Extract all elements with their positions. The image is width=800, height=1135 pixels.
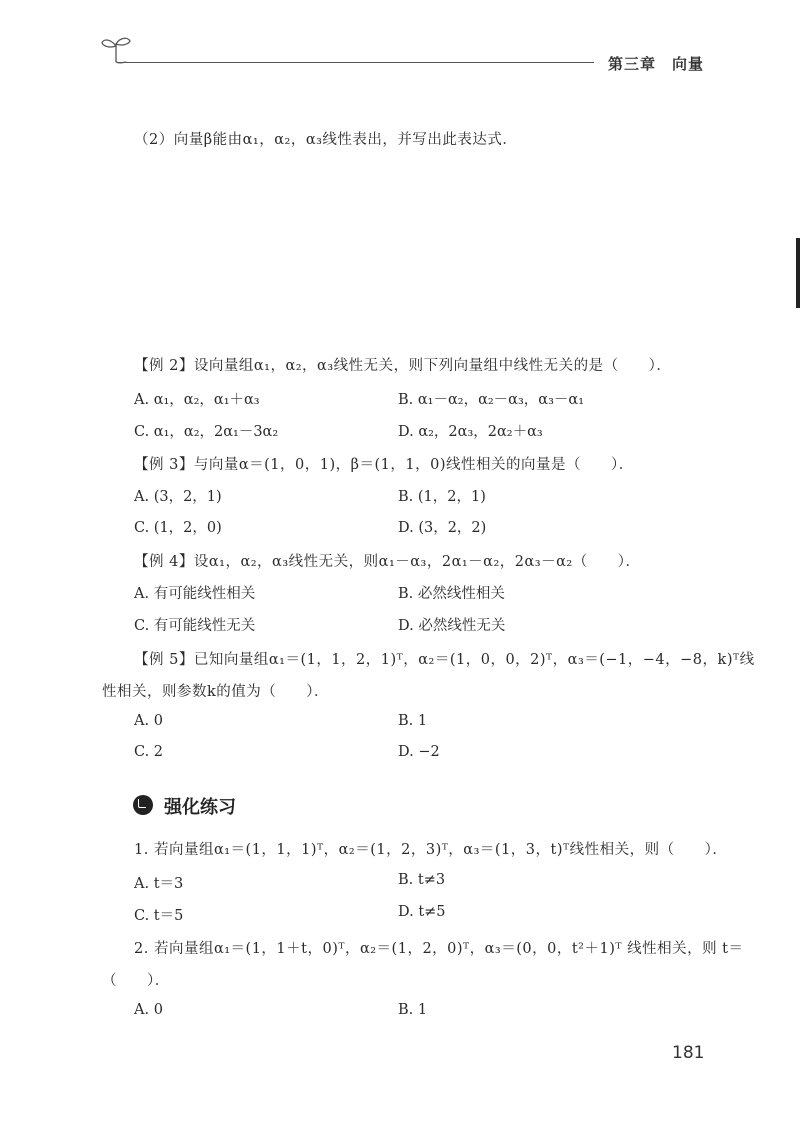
example-4-option-d: D. 必然线性无关	[398, 618, 506, 634]
page-number: 181	[672, 1043, 705, 1063]
sprout-icon	[98, 32, 134, 64]
question-1-option-a: A. t＝3	[134, 876, 184, 892]
question-1-stem: 1. 若向量组α₁＝(1，1，1)ᵀ，α₂＝(1，2，3)ᵀ，α₃＝(1，3，t)ᵀ线性相关，则（ ）．	[134, 842, 728, 858]
question-1-option-b: B. t≠3	[398, 872, 446, 888]
question-2-stem-line2: （ ）．	[102, 973, 170, 989]
question-2-stem-line1: 2. 若向量组α₁＝(1，1＋t，0)ᵀ，α₂＝(1，2，0)ᵀ，α₃＝(0，0，t²＋1)ᵀ 线性相关，则 t＝	[134, 941, 744, 957]
example-4-option-b: B. 必然线性相关	[398, 586, 505, 602]
running-header	[608, 53, 704, 74]
header-rule	[118, 62, 594, 63]
example-5-stem-line2: 性相关，则参数k的值为（ ）．	[102, 684, 330, 700]
example-3-option-b: B. (1，2，1)	[398, 489, 486, 505]
example-2-option-b: B. α₁－α₂，α₂－α₃，α₃－α₁	[398, 392, 585, 408]
example-5-option-d: D. −2	[398, 744, 440, 760]
part2-text: （2）向量β能由α₁，α₂，α₃线性表出，并写出此表达式．	[134, 132, 518, 148]
example-5-option-c: C. 2	[134, 744, 164, 760]
example-4-option-c: C. 有可能线性无关	[134, 618, 256, 634]
question-2-option-b: B. 1	[398, 1002, 428, 1018]
example-5-option-b: B. 1	[398, 713, 428, 729]
section-title: 强化练习	[164, 797, 236, 818]
example-2-stem: 【例 2】设向量组α₁，α₂，α₃线性无关，则下列向量组中线性无关的是（ ）．	[134, 358, 672, 374]
example-3-option-a: A. (3，2，1)	[134, 489, 222, 505]
clock-icon	[133, 795, 153, 815]
example-2-option-d: D. α₂，2α₃，2α₂＋α₃	[398, 424, 543, 440]
example-4-option-a: A. 有可能线性相关	[134, 586, 256, 602]
example-2-option-a: A. α₁，α₂，α₁＋α₃	[134, 392, 260, 408]
example-5-stem-line1: 【例 5】已知向量组α₁＝(1，1，2，1)ᵀ，α₂＝(1，0，0，2)ᵀ，α₃＝(−1，−4，−8，k)ᵀ线	[134, 652, 755, 668]
question-1-option-d: D. t≠5	[398, 904, 446, 920]
question-2-option-a: A. 0	[134, 1002, 163, 1018]
page-edge-mark	[796, 238, 800, 308]
chapter-label: 第三章	[608, 55, 657, 73]
example-5-option-a: A. 0	[134, 713, 163, 729]
question-1-option-c: C. t＝5	[134, 908, 184, 924]
example-2-option-c: C. α₁，α₂，2α₁－3α₂	[134, 424, 279, 440]
chapter-title: 向量	[672, 55, 705, 73]
example-3-option-c: C. (1，2，0)	[134, 520, 222, 536]
example-3-option-d: D. (3，2，2)	[398, 520, 487, 536]
example-3-stem: 【例 3】与向量α＝(1，0，1)，β＝(1，1，0)线性相关的向量是（ ）．	[134, 457, 634, 473]
example-4-stem: 【例 4】设α₁，α₂，α₃线性无关，则α₁－α₃，2α₁－α₂，2α₃－α₂（ ）．	[134, 554, 641, 570]
